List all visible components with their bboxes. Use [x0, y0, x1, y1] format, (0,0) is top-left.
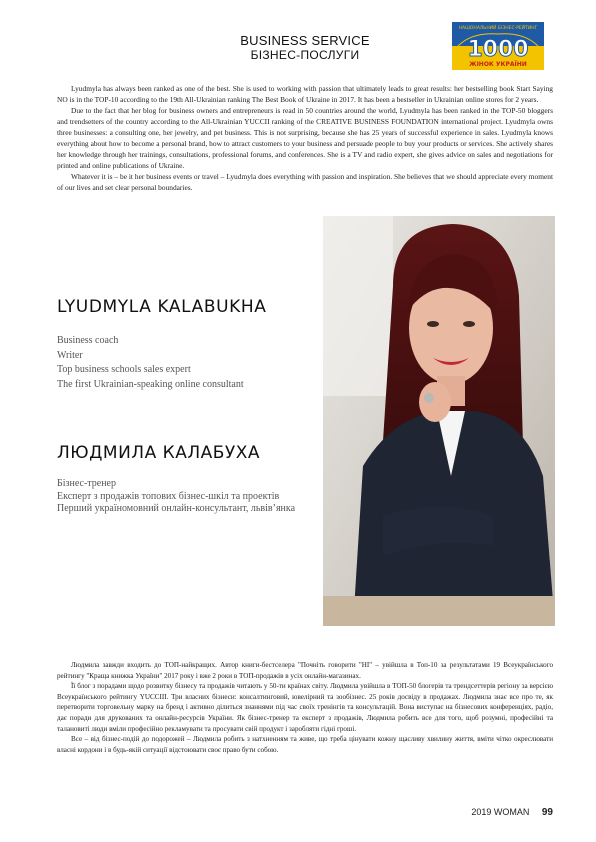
page-number: 99	[541, 807, 553, 818]
section-header	[240, 34, 370, 62]
issue-label: 2019 WOMAN	[471, 807, 530, 817]
name-en: LYUDMYLA KALABUKHA	[57, 297, 267, 317]
title-item: Експерт з продажів топових бізнес-шкіл та проектів	[57, 490, 280, 502]
body-text-ua	[57, 660, 553, 755]
logo-bottom-text: ЖІНОК УКРАЇНИ	[469, 61, 527, 68]
body-paragraph: Все – від бізнес-подій до подорожей – Людмила робить з натхненням та живе, що треба цінувати кожну щасливу хвилину життя, вміти чітко окреслювати власні кордони і в будь-якій ситуації відстоювати своє право бути собою.	[57, 735, 553, 754]
body-paragraph: Людмила завжди входить до ТОП-найкращих. Автор книги-бестселера "Почніть говорити "НІ" – увійшла в Топ-10 за результатами 19 Всеукраїнського рейтингу "Краща книжка України" 2017 року і вже 2 роки в ТОП-продажів в усіх онлайн-магазинах.	[57, 661, 553, 680]
intro-paragraph: Due to the fact that her blog for business owners and entrepreneurs is read in 50 countries around the world, Lyudmyla has been ranked in the TOP-50 bloggers and trendsetters of the country according to the All-Ukrainian YUCCII ranking of the CREATIVE BUSINESS FOUNDATION international project. Lyudmyla owns three businesses: a consulting one, her jewelry, and pet business. This is not surprising, because she has 25 years of successful experience in sales. Lyudmyla knows everything about how to become a personal brand, how to attract customers to your business and persuade people to buy your products or services. She actively shares her knowledge through her trainings, consultations, professional forums, and conferences. She is a TV and radio expert, she gives advice on sales and negotiations for printed and online publications of Ukraine.	[57, 106, 553, 170]
titles-ua	[57, 478, 307, 516]
logo-top-text: НАЦІОНАЛЬНИЙ БІЗНЕС-РЕЙТИНГ	[458, 26, 538, 31]
title-item: The first Ukrainian-speaking online consultant	[57, 378, 244, 390]
intro-paragraph: Lyudmyla has always been ranked as one of the best. She is used to working with passion that ultimately leads to great results: her bestselling book Start Saying NO is in the TOP-10 according to the 19th All-Ukrainian ranking The Best Book of Ukraine in 2017. It has been a bestseller in Ukrainian online stores for 2 years.	[57, 84, 553, 104]
body-paragraph: Її блог з порадами щодо розвитку бізнесу та продажів читають у 50-ти країнах світу. Людмила увійшла в ТОП-50 блогерів та трендсеттерів регіону за версією Всеукраїнського рейтингу YUCCIII. Три власних бізнеси: консалтинговий, ювелірний та зообізнес. 25 років досвіду в продажах. Людмила знає все про те, як перетворити торговельну марку на бренд і активно ділиться знаннями під час своїх тренінгів та консультацій. Вона виступає на бізнесових конференціях, радіо, дає поради для друкованих та онлайн-ресурсів України. Як бізнес-тренер та експерт з продажів, Людмила робить все для того, щоб розумні, професійні та талановиті люди вміли професійно рекламувати та просувати свій продукт і заробляти гідні гроші.	[57, 682, 553, 733]
logo-number: 1000	[467, 37, 529, 62]
intro-paragraph: Whatever it is – be it her business events or travel – Lyudmyla does everything with passion and inspiration. She believes that we should appreciate every moment of our lives and set clear personal boundaries.	[57, 172, 553, 192]
title-item: Бізнес-тренер	[57, 478, 116, 489]
intro-text-en	[57, 83, 553, 193]
section-title-en: BUSINESS SERVICE	[240, 33, 370, 48]
title-item: Writer	[57, 349, 83, 361]
section-title-ua: БІЗНЕС-ПОСЛУГИ	[250, 48, 360, 62]
portrait-photo	[323, 216, 555, 626]
titles-en	[57, 334, 244, 392]
rating-logo	[452, 22, 544, 70]
page-footer	[471, 807, 553, 818]
title-item: Top business schools sales expert	[57, 364, 191, 375]
name-ua: ЛЮДМИЛА КАЛАБУХА	[57, 443, 261, 463]
title-item: Business coach	[57, 335, 119, 346]
title-item: Перший україномовний онлайн-консультант, львів’янка	[57, 503, 296, 514]
